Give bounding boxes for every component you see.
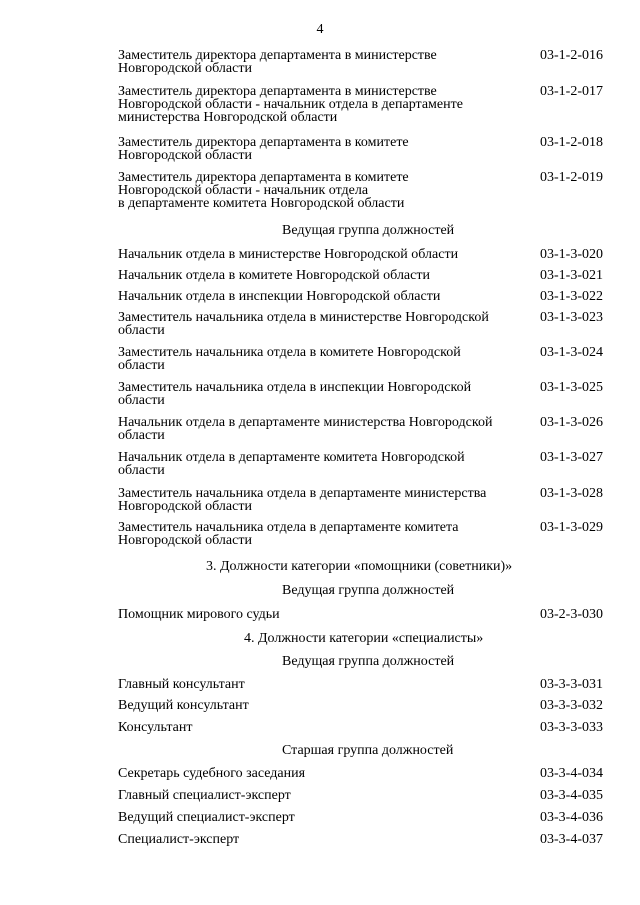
position-title: Заместитель директора департамента в комитете Новгородской области - начальник отдела в департаменте комитета Новгородской области bbox=[118, 170, 409, 211]
position-code: 03-1-3-029 bbox=[540, 520, 603, 535]
position-code: 03-1-3-023 bbox=[540, 310, 603, 325]
position-title: Ведущий консультант bbox=[118, 698, 249, 713]
section-heading: Ведущая группа должностей bbox=[282, 583, 455, 598]
position-title: Заместитель начальника отдела в департаменте министерства Новгородской области bbox=[118, 486, 487, 514]
position-title: Начальник отдела в департаменте министерства Новгородской области bbox=[118, 415, 493, 443]
position-title: Ведущий специалист-эксперт bbox=[118, 810, 295, 825]
position-title: Начальник отдела в департаменте комитета Новгородской области bbox=[118, 450, 465, 478]
position-code: 03-3-3-033 bbox=[540, 720, 603, 735]
position-code: 03-1-3-024 bbox=[540, 345, 603, 360]
position-code: 03-1-3-025 bbox=[540, 380, 603, 395]
position-code: 03-1-2-016 bbox=[540, 48, 603, 63]
position-title: Заместитель начальника отдела в департаменте комитета Новгородской области bbox=[118, 520, 459, 548]
position-code: 03-3-3-032 bbox=[540, 698, 603, 713]
position-code: 03-2-3-030 bbox=[540, 607, 603, 622]
position-code: 03-3-4-035 bbox=[540, 788, 603, 803]
position-code: 03-1-2-017 bbox=[540, 84, 603, 99]
position-title: Заместитель директора департамента в комитете Новгородской области bbox=[118, 135, 409, 163]
position-code: 03-1-3-028 bbox=[540, 486, 603, 501]
position-title: Главный специалист-эксперт bbox=[118, 788, 291, 803]
position-title: Начальник отдела в министерстве Новгородской области bbox=[118, 247, 459, 262]
position-code: 03-3-4-037 bbox=[540, 832, 603, 847]
position-title: Заместитель начальника отдела в министерстве Новгородской области bbox=[118, 310, 489, 338]
position-code: 03-1-2-018 bbox=[540, 135, 603, 150]
position-code: 03-1-2-019 bbox=[540, 170, 603, 185]
position-code: 03-1-3-026 bbox=[540, 415, 603, 430]
position-title: Заместитель начальника отдела в инспекции Новгородской области bbox=[118, 380, 472, 408]
section-heading: Ведущая группа должностей bbox=[282, 654, 455, 669]
position-title: Специалист-эксперт bbox=[118, 832, 240, 847]
position-title: Консультант bbox=[118, 720, 193, 735]
position-title: Начальник отдела в комитете Новгородской области bbox=[118, 268, 430, 283]
section-heading: Ведущая группа должностей bbox=[282, 223, 455, 238]
position-title: Заместитель начальника отдела в комитете Новгородской области bbox=[118, 345, 461, 373]
section-heading: 4. Должности категории «специалисты» bbox=[244, 631, 484, 646]
position-code: 03-1-3-027 bbox=[540, 450, 603, 465]
position-code: 03-3-4-034 bbox=[540, 766, 603, 781]
position-code: 03-1-3-020 bbox=[540, 247, 603, 262]
section-heading: Старшая группа должностей bbox=[282, 743, 454, 758]
position-title: Главный консультант bbox=[118, 677, 245, 692]
position-title: Заместитель директора департамента в министерстве Новгородской области - начальник отдела в департаменте министерства Новгородской области bbox=[118, 84, 463, 125]
position-title: Секретарь судебного заседания bbox=[118, 766, 306, 781]
position-code: 03-3-4-036 bbox=[540, 810, 603, 825]
position-code: 03-1-3-021 bbox=[540, 268, 603, 283]
position-code: 03-3-3-031 bbox=[540, 677, 603, 692]
page-number: 4 bbox=[316, 22, 324, 37]
position-title: Начальник отдела в инспекции Новгородской области bbox=[118, 289, 441, 304]
position-code: 03-1-3-022 bbox=[540, 289, 603, 304]
position-title: Заместитель директора департамента в министерстве Новгородской области bbox=[118, 48, 437, 76]
position-title: Помощник мирового судьи bbox=[118, 607, 280, 622]
section-heading: 3. Должности категории «помощники (советники)» bbox=[206, 559, 513, 574]
